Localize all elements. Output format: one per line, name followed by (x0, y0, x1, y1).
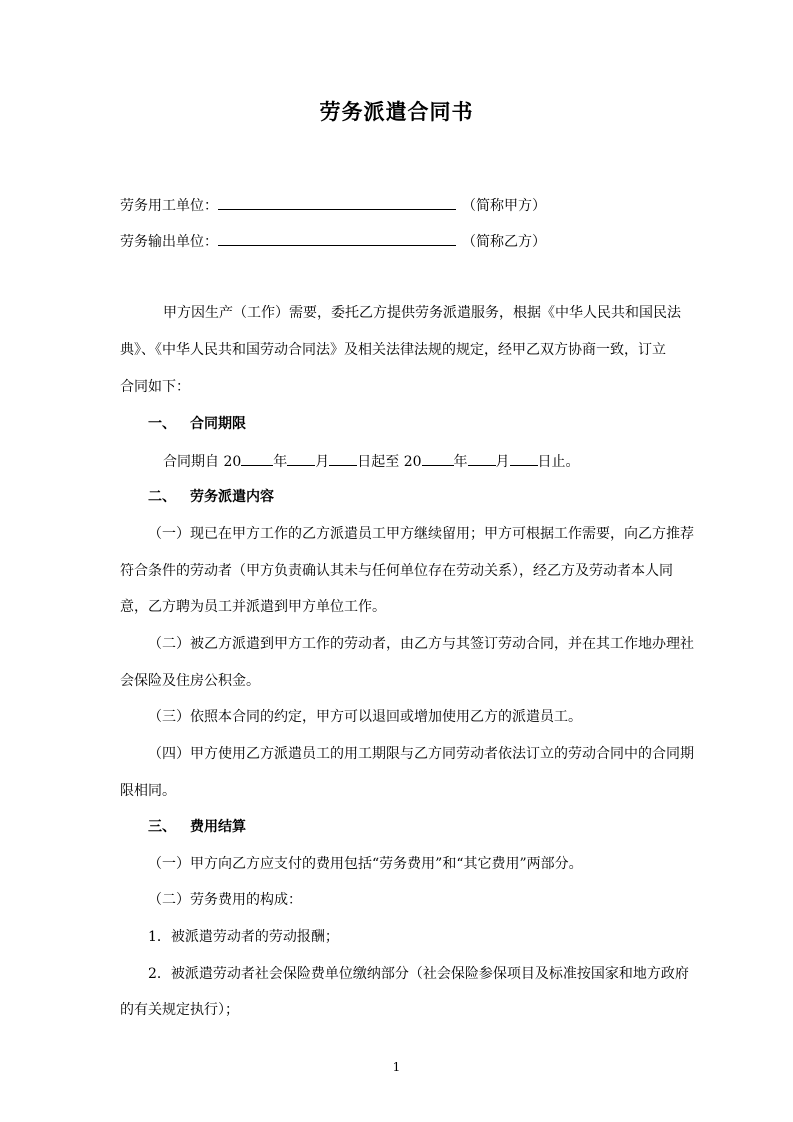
term-month-1: 月 (315, 454, 330, 470)
section-2-line: （四）甲方使用乙方派遣员工的用工期限与乙方同劳动者依法订立的劳动合同中的合同期 (148, 746, 694, 762)
section-2-line: （三）依照本合同的约定，甲方可以退回或增加使用乙方的派遣员工。 (148, 709, 582, 725)
contract-term-line (163, 451, 580, 472)
section-2-line: 意，乙方聘为员工并派遣到甲方单位工作。 (120, 599, 386, 615)
section-3-title: 费用结算 (190, 819, 246, 835)
section-1-heading (148, 414, 246, 434)
end-year-blank[interactable] (422, 451, 454, 466)
term-month-2: 月 (495, 454, 510, 470)
section-3-line: （二）劳务费用的构成： (148, 892, 302, 908)
dispatcher-suffix: （简称乙方） (462, 234, 546, 250)
section-2-number: 二、 (148, 489, 176, 505)
intro-line-2: 典》、《中华人民共和国劳动合同法》及相关法律法规的规定，经甲乙双方协商一致，订立 (120, 342, 666, 358)
employer-field (120, 195, 546, 216)
section-3-line: （一）甲方向乙方应支付的费用包括“劳务费用”和“其它费用”两部分。 (148, 856, 583, 872)
employer-blank[interactable] (218, 195, 456, 210)
section-2-line: 会保险及住房公积金。 (120, 673, 260, 689)
employer-label: 劳务用工单位： (120, 198, 218, 214)
term-year-1: 年 (273, 454, 288, 470)
end-month-blank[interactable] (468, 451, 496, 466)
page-number: 1 (392, 1060, 401, 1074)
dispatcher-label: 劳务输出单位： (120, 234, 218, 250)
section-3-line: 2．被派遣劳动者社会保险费单位缴纳部分（社会保险参保项目及标准按国家和地方政府 (148, 966, 689, 982)
section-1-title: 合同期限 (190, 416, 246, 432)
section-2-line: 限相同。 (120, 783, 176, 799)
section-3-number: 三、 (148, 819, 176, 835)
term-start-prefix: 合同期自 20 (163, 454, 242, 470)
section-2-title: 劳务派遣内容 (190, 489, 274, 505)
document-title: 劳务派遣合同书 (319, 100, 474, 124)
employer-suffix: （简称甲方） (462, 198, 546, 214)
start-day-blank[interactable] (329, 451, 357, 466)
term-year-2: 年 (453, 454, 468, 470)
start-month-blank[interactable] (287, 451, 315, 466)
start-year-blank[interactable] (241, 451, 273, 466)
section-1-number: 一、 (148, 416, 176, 432)
end-day-blank[interactable] (510, 451, 538, 466)
section-2-line: （一）现已在甲方工作的乙方派遣员工甲方继续留用；甲方可根据工作需要，向乙方推荐 (148, 526, 694, 542)
section-3-heading (148, 817, 246, 837)
section-2-line: 符合条件的劳动者（甲方负责确认其未与任何单位存在劳动关系），经乙方及劳动者本人同 (120, 563, 673, 579)
section-3-line: 1．被派遣劳动者的劳动报酬； (148, 929, 339, 945)
section-3-line: 的有关规定执行）； (120, 1002, 239, 1018)
section-2-heading (148, 487, 274, 507)
intro-line-3: 合同如下： (120, 379, 190, 395)
dispatcher-field (120, 231, 546, 252)
term-day-1: 日起至 20 (357, 454, 422, 470)
term-end: 日止。 (537, 454, 580, 470)
section-2-line: （二）被乙方派遣到甲方工作的劳动者，由乙方与其签订劳动合同，并在其工作地办理社 (148, 636, 694, 652)
intro-line-1: 甲方因生产（工作）需要，委托乙方提供劳务派遣服务，根据《中华人民共和国民法 (163, 305, 681, 321)
dispatcher-blank[interactable] (218, 231, 456, 246)
